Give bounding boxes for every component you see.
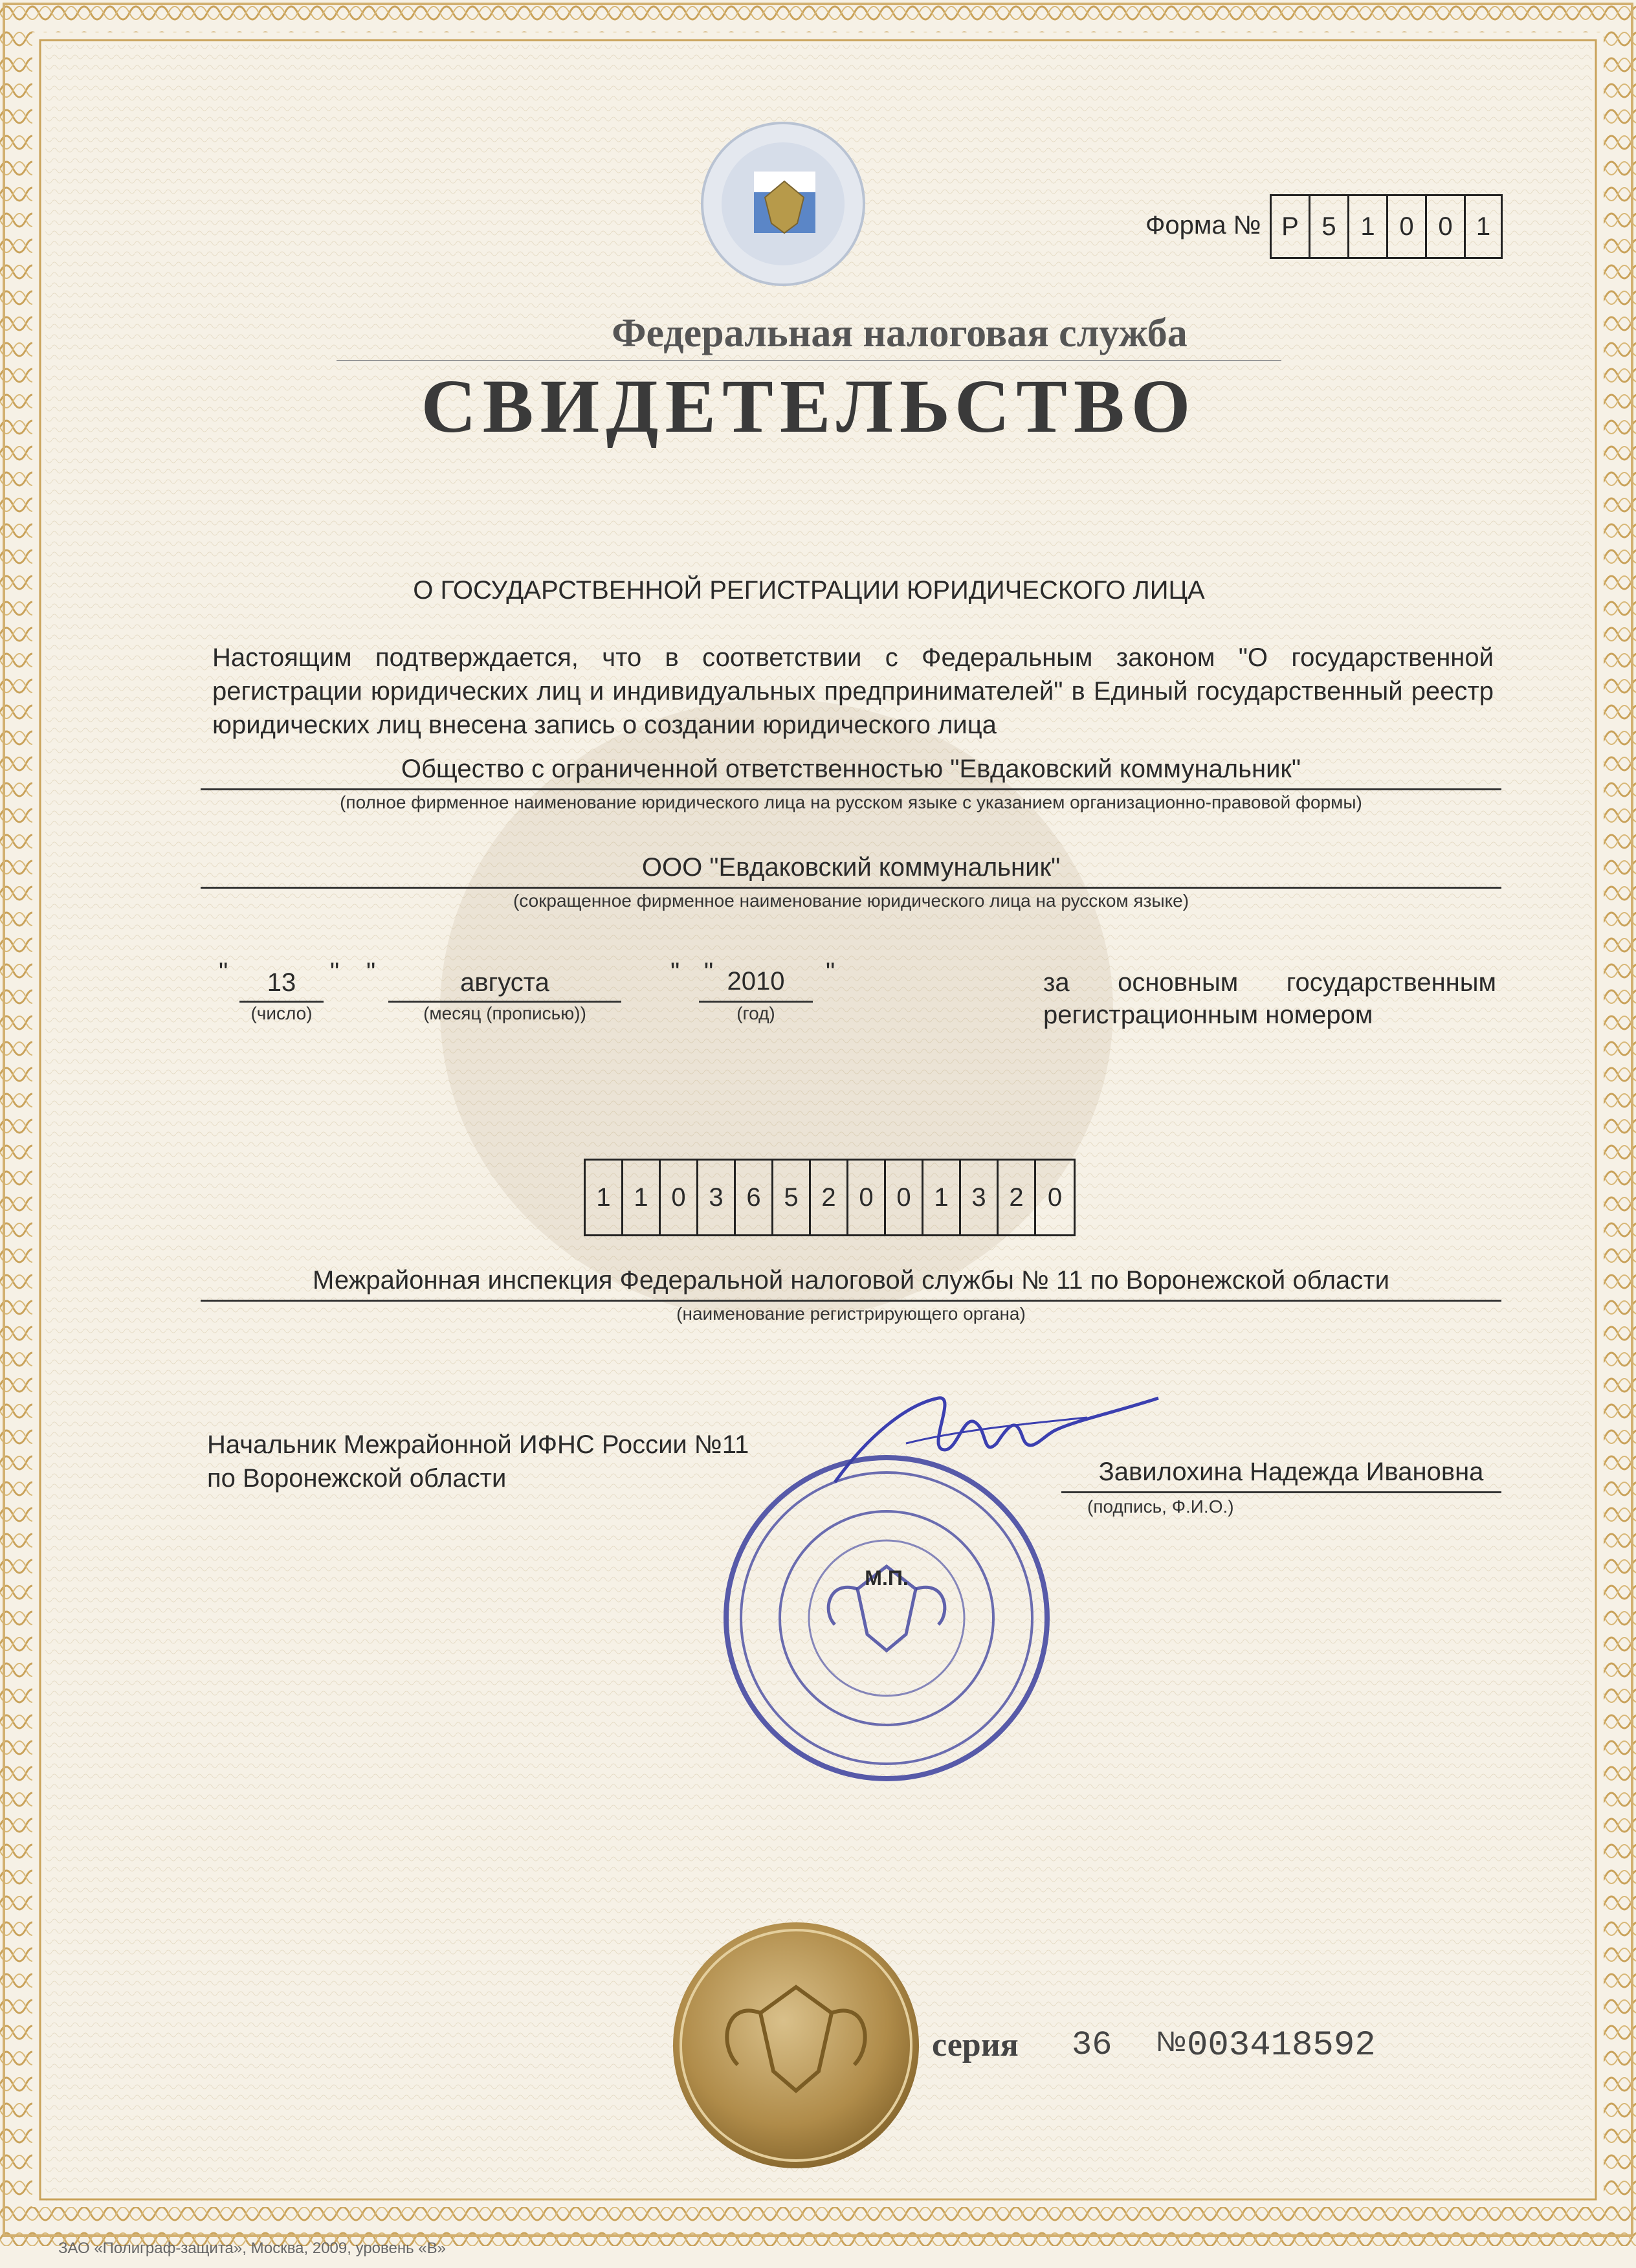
series-value: 36 bbox=[1072, 2026, 1112, 2064]
form-number-cell: 5 bbox=[1310, 196, 1349, 257]
agency-name: Федеральная налоговая служба bbox=[612, 311, 1188, 355]
authority-caption: (наименование регистрирующего органа) bbox=[676, 1304, 1026, 1324]
ogrn-digit: 2 bbox=[811, 1161, 848, 1234]
date-day: 13 bbox=[267, 968, 296, 997]
quote-mark: " bbox=[704, 958, 714, 986]
ogrn-digit: 2 bbox=[999, 1161, 1036, 1234]
official-stamp-icon bbox=[718, 1450, 1055, 1786]
ogrn-digit: 3 bbox=[961, 1161, 999, 1234]
form-number-cell: 1 bbox=[1349, 196, 1388, 257]
ogrn-digit: 5 bbox=[773, 1161, 811, 1234]
ogrn-digit: 6 bbox=[736, 1161, 773, 1234]
ogrn-digit: 3 bbox=[698, 1161, 736, 1234]
ogrn-digit: 0 bbox=[848, 1161, 886, 1234]
month-caption: (месяц (прописью)) bbox=[423, 1003, 586, 1023]
signer-name: Завилохина Надежда Ивановна bbox=[1098, 1458, 1484, 1486]
ogrn-digit: 0 bbox=[886, 1161, 923, 1234]
ogrn-digit: 0 bbox=[1047, 1183, 1063, 1212]
seal-place-label: М.П. bbox=[865, 1566, 909, 1590]
form-number-cell: Р bbox=[1272, 196, 1310, 257]
printer-info: ЗАО «Полиграф-защита», Москва, 2009, уровень «В» bbox=[58, 2240, 446, 2257]
ogrn-digit: 1 bbox=[586, 1161, 623, 1234]
ogrn-cells bbox=[584, 1159, 1076, 1236]
date-year: 2010 bbox=[727, 967, 785, 995]
short-name-caption: (сокращенное фирменное наименование юридического лица на русском языке) bbox=[513, 891, 1189, 911]
quote-mark: " bbox=[219, 958, 228, 986]
form-number-cell: 0 bbox=[1427, 196, 1466, 257]
form-number-cell: 0 bbox=[1388, 196, 1427, 257]
certificate-number: 003418592 bbox=[1187, 2026, 1376, 2065]
signer-caption: (подпись, Ф.И.О.) bbox=[1087, 1496, 1234, 1517]
ogrn-digit: 0 bbox=[661, 1161, 698, 1234]
day-caption: (число) bbox=[250, 1003, 313, 1023]
official-title-line2: по Воронежской области bbox=[207, 1464, 507, 1493]
confirmation-paragraph: Настоящим подтверждается, что в соответствии с Федеральным законом "О государственной регистрации юридических лиц и индивидуальных предпринимателей" в Единый государственный реестр юридических лиц внесена запись о создании юридического лица bbox=[212, 643, 1494, 739]
gold-emblem-seal-icon bbox=[667, 1916, 925, 2175]
ogrn-digit: 1 bbox=[923, 1161, 961, 1234]
hologram-emblem-icon bbox=[692, 117, 874, 291]
form-label: Форма № bbox=[1145, 211, 1261, 239]
series-label: серия bbox=[932, 2027, 1019, 2063]
year-caption: (год) bbox=[736, 1003, 775, 1023]
certificate-subtitle: О ГОСУДАРСТВЕННОЙ РЕГИСТРАЦИИ ЮРИДИЧЕСКОГО ЛИЦА bbox=[413, 576, 1205, 605]
registration-text-line1: за основным государственным bbox=[1043, 968, 1496, 997]
number-label: № bbox=[1156, 2026, 1187, 2058]
quote-mark: " bbox=[366, 958, 376, 986]
registering-authority: Межрайонная инспекция Федеральной налоговой службы № 11 по Воронежской области bbox=[313, 1266, 1389, 1295]
registration-text-line2: регистрационным номером bbox=[1043, 1001, 1373, 1029]
short-company-name: ООО "Евдаковский коммунальник" bbox=[641, 853, 1061, 882]
full-company-name: Общество с ограниченной ответственностью "Евдаковский коммунальник" bbox=[401, 755, 1301, 783]
quote-mark: " bbox=[826, 958, 835, 986]
ogrn-digit: 1 bbox=[623, 1161, 661, 1234]
date-month: августа bbox=[460, 968, 549, 997]
form-number-cells bbox=[1270, 194, 1503, 259]
official-title-line1: Начальник Межрайонной ИФНС России №11 bbox=[207, 1430, 749, 1459]
quote-mark: " bbox=[330, 958, 340, 986]
quote-mark: " bbox=[670, 958, 680, 986]
certificate-title: СВИДЕТЕЛЬСТВО bbox=[421, 364, 1197, 449]
form-number-cell: 1 bbox=[1476, 212, 1491, 241]
full-name-caption: (полное фирменное наименование юридического лица на русском языке с указанием организационно-правовой формы) bbox=[340, 792, 1362, 812]
